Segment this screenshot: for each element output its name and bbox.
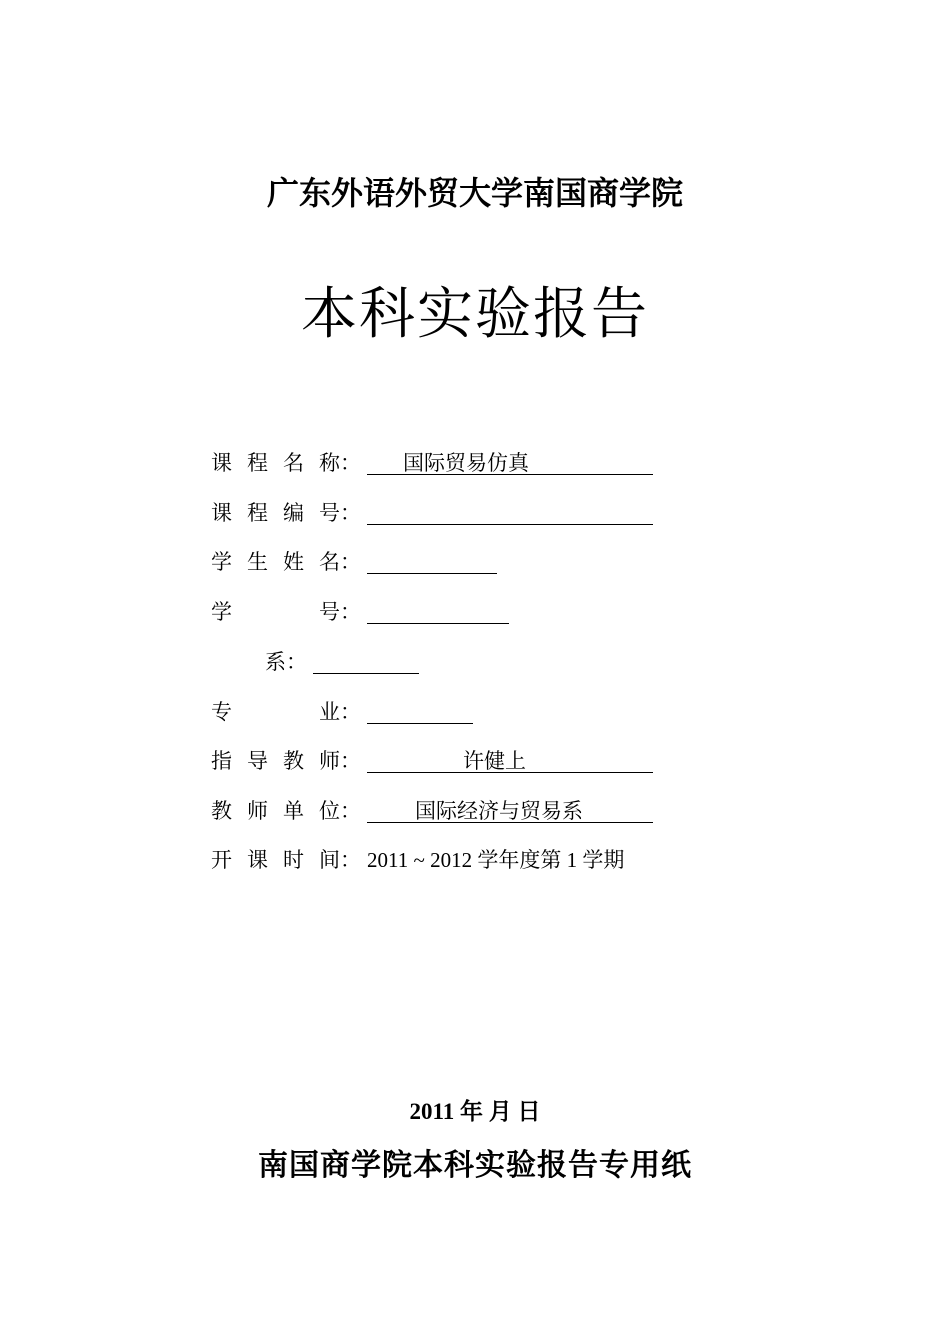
department-field[interactable]	[313, 647, 419, 674]
major-field[interactable]	[367, 697, 473, 724]
term-value: 2011 ~ 2012 学年度第 1 学期	[367, 848, 625, 872]
footer-caption: 南国商学院本科实验报告专用纸	[258, 1148, 692, 1183]
course-code-field[interactable]	[367, 498, 653, 525]
course-name-value: 国际贸易仿真	[403, 451, 529, 475]
instructor-value: 许健上	[463, 749, 526, 773]
student-name-field[interactable]	[367, 547, 497, 574]
date-line: 2011 年 月 日	[409, 1099, 541, 1124]
school-name: 广东外语外贸大学南国商学院	[266, 174, 683, 212]
course-name-field[interactable]	[367, 448, 653, 475]
report-title: 本科实验报告	[301, 282, 649, 347]
instructor-field[interactable]	[367, 746, 653, 773]
instructor-unit-value: 国际经济与贸易系	[415, 799, 583, 823]
instructor-unit-field[interactable]	[367, 796, 653, 823]
student-id-field[interactable]	[367, 597, 509, 624]
